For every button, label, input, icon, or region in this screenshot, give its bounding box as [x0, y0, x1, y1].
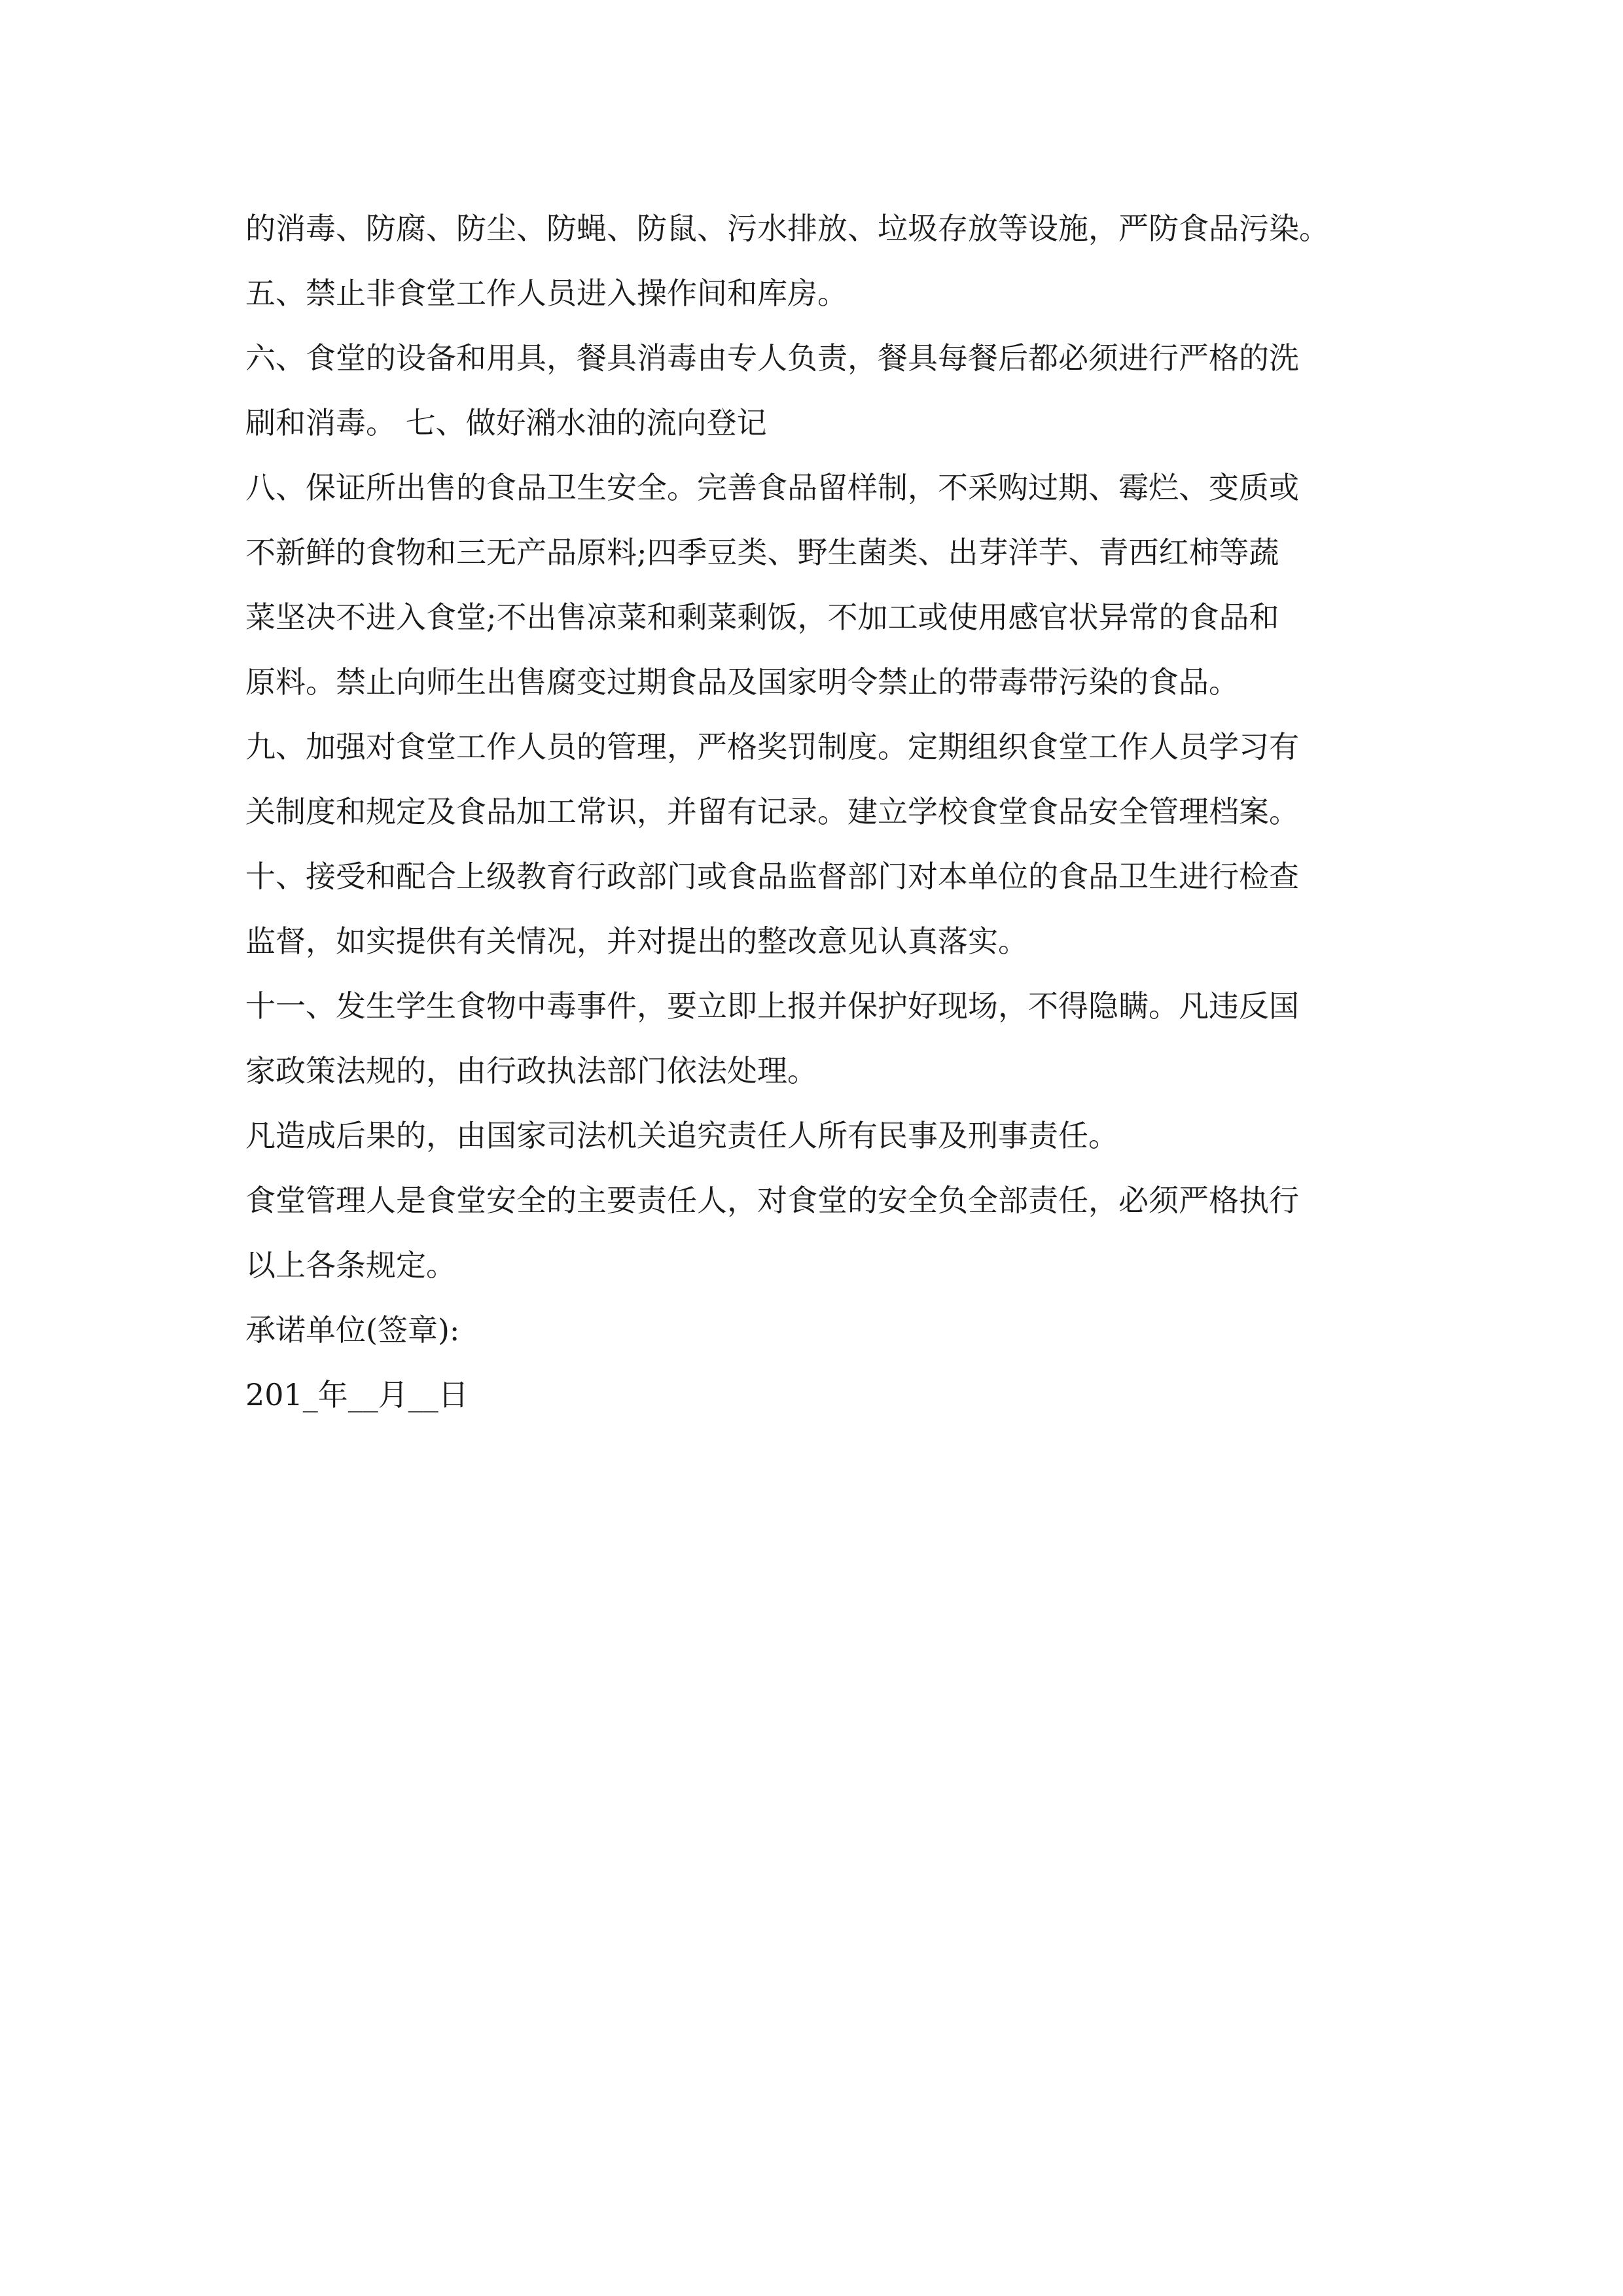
text-line: 凡造成后果的，由国家司法机关追究责任人所有民事及刑事责任。 — [245, 1118, 1118, 1153]
text-line: 不新鲜的食物和三无产品原料;四季豆类、野生菌类、出芽洋芋、青西红柿等蔬 — [245, 535, 1279, 570]
text-line: 菜坚决不进入食堂;不出售凉菜和剩菜剩饭，不加工或使用感官状异常的食品和 — [245, 600, 1279, 635]
text-line: 以上各条规定。 — [245, 1247, 456, 1283]
text-line: 六、食堂的设备和用具，餐具消毒由专人负责，餐具每餐后都必须进行严格的洗 — [245, 340, 1299, 376]
text-line: 食堂管理人是食堂安全的主要责任人，对食堂的安全负全部责任，必须严格执行 — [245, 1183, 1299, 1218]
document-body — [245, 196, 1423, 1427]
text-line: 十、接受和配合上级教育行政部门或食品监督部门对本单位的食品卫生进行检查 — [245, 859, 1299, 894]
text-line: 五、禁止非食堂工作人员进入操作间和库房。 — [245, 276, 847, 311]
text-line: 的消毒、防腐、防尘、防蝇、防鼠、污水排放、垃圾存放等设施，严防食品污染。 — [245, 211, 1329, 246]
text-line: 八、保证所出售的食品卫生安全。完善食品留样制，不采购过期、霉烂、变质或 — [245, 470, 1299, 505]
signature-unit-label: 承诺单位(签章): — [245, 1312, 460, 1348]
text-line: 刷和消毒。 七、做好潲水油的流向登记 — [245, 405, 767, 440]
text-line: 九、加强对食堂工作人员的管理，严格奖罚制度。定期组织食堂工作人员学习有 — [245, 729, 1299, 764]
date-line: 201_年__月__日 — [245, 1377, 469, 1412]
text-line: 原料。禁止向师生出售腐变过期食品及国家明令禁止的带毒带污染的食品。 — [245, 664, 1239, 700]
text-line: 监督，如实提供有关情况，并对提出的整改意见认真落实。 — [245, 924, 1028, 959]
text-line: 十一、发生学生食物中毒事件，要立即上报并保护好现场，不得隐瞒。凡违反国 — [245, 988, 1299, 1024]
text-line: 家政策法规的，由行政执法部门依法处理。 — [245, 1053, 817, 1088]
text-line: 关制度和规定及食品加工常识，并留有记录。建立学校食堂食品安全管理档案。 — [245, 794, 1299, 829]
